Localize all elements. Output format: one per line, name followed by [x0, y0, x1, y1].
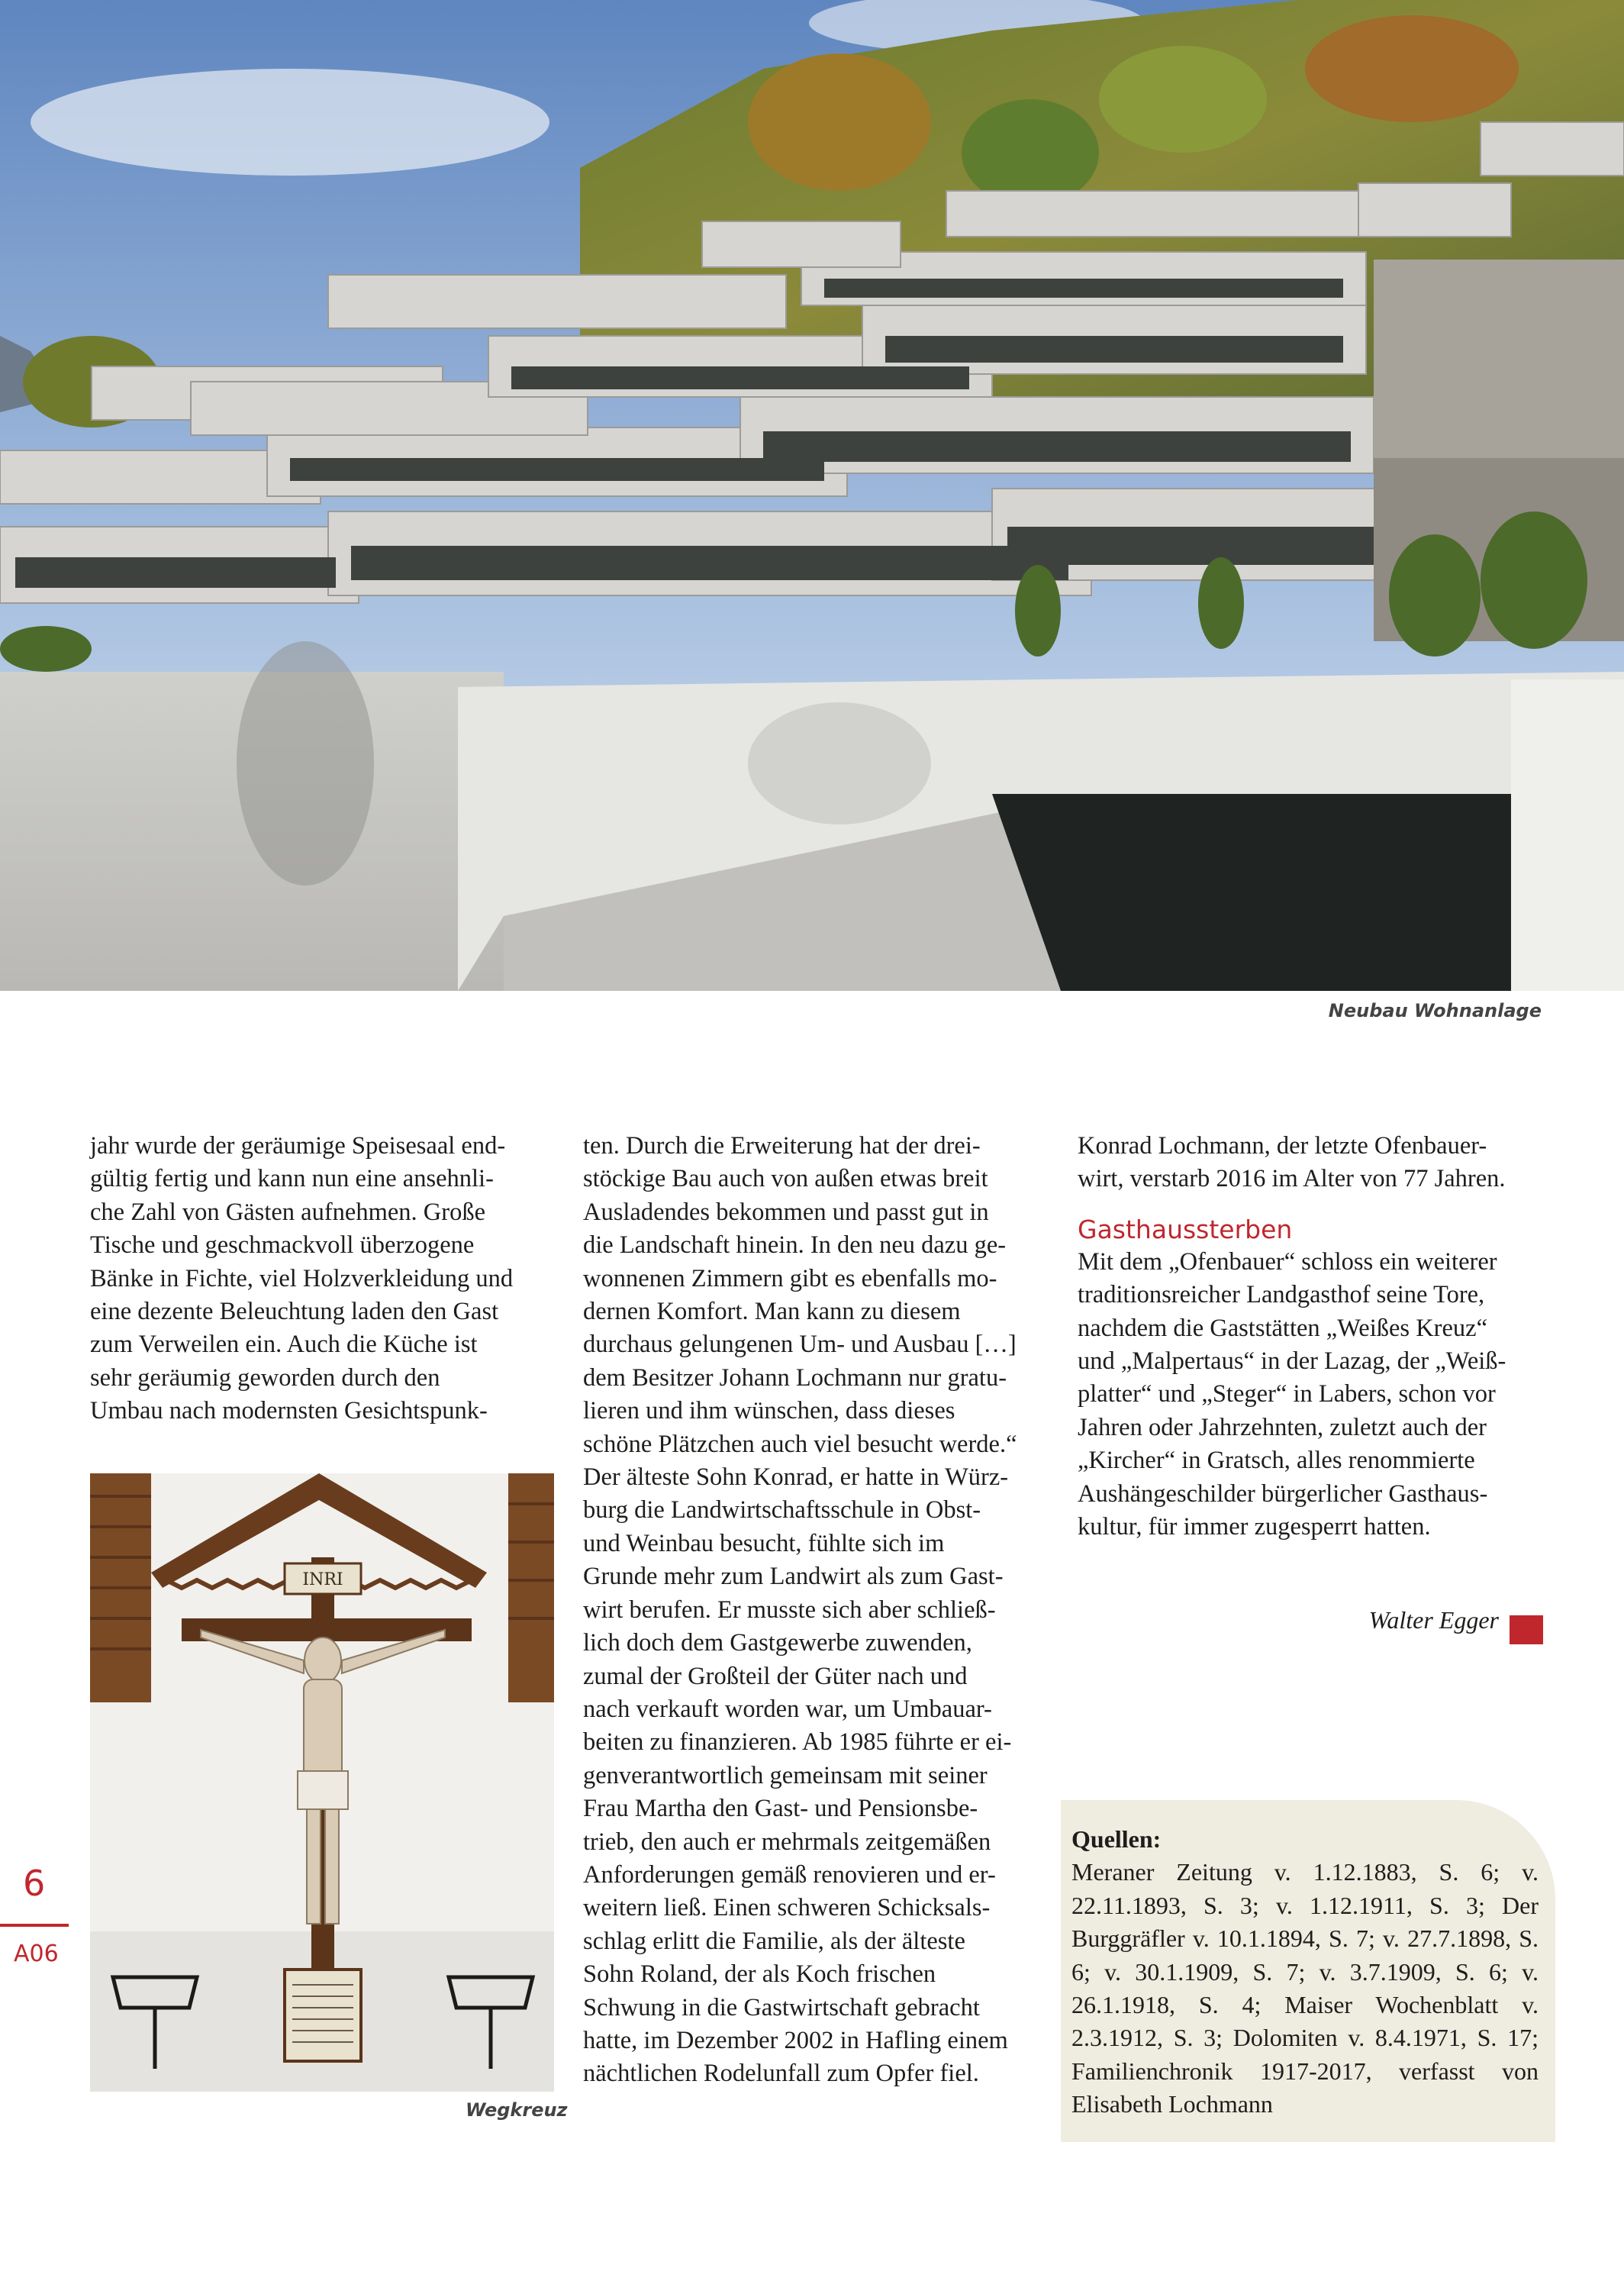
text-line: eine dezente Beleuchtung laden den Gast — [90, 1298, 499, 1326]
page-code: A06 — [14, 1941, 59, 1967]
crucifix-photo — [90, 1473, 554, 2092]
author-signature — [1078, 1606, 1543, 1640]
text-line: genverantwortlich gemeinsam mit seiner — [583, 1761, 988, 1789]
text-line: Tische und geschmackvoll überzogene — [90, 1231, 475, 1260]
inri-sign: INRI — [302, 1570, 343, 1589]
text-line: Der älteste Sohn Konrad, er hatte in Würz- — [583, 1463, 1009, 1492]
article-column-1 — [90, 1130, 554, 1428]
text-line: durchaus gelungenen Um- und Ausbau […] — [583, 1331, 1017, 1359]
text-line: nach verkauft worden war, um Umbauar- — [583, 1695, 992, 1723]
sources-box — [1061, 1800, 1555, 2142]
text-line: Grunde mehr zum Landwirt als zum Gast- — [583, 1563, 1004, 1591]
text-line: Ausladendes bekommen und passt gut in — [583, 1198, 989, 1226]
text-line: wirt berufen. Er musste sich aber schließ- — [583, 1595, 996, 1624]
text-line: Jahren oder Jahrzehnten, zuletzt auch der — [1078, 1413, 1487, 1441]
hero-photo — [0, 0, 1624, 991]
text-line: und Weinbau besucht, fühlte sich im — [583, 1529, 945, 1557]
text-line: ten. Durch die Erweiterung hat der drei- — [583, 1132, 981, 1160]
text-line: stöckige Bau auch von außen etwas breit — [583, 1165, 988, 1193]
text-line: Sohn Roland, der als Koch frischen — [583, 1960, 936, 1989]
crucifix-photo-caption: Wegkreuz — [466, 2099, 568, 2121]
text-line: hatte, im Dezember 2002 in Hafling einem — [583, 2026, 1008, 2054]
text-line: zum Verweilen ein. Auch die Küche ist — [90, 1331, 478, 1359]
text-line: Aushängeschilder bürgerlicher Gasthaus- — [1078, 1479, 1488, 1508]
author-name: Walter Egger — [1368, 1606, 1499, 1634]
text-line: Umbau nach modernsten Gesichtspunk- — [90, 1397, 488, 1425]
text-line: beiten zu finanzieren. Ab 1985 führte er ei- — [583, 1728, 1012, 1757]
text-line: lich doch dem Gastgewerbe zuwenden, — [583, 1629, 972, 1657]
text-line: nächtlichen Rodelunfall zum Opfer fiel. — [583, 2060, 979, 2088]
wayside-cross-image — [90, 1473, 554, 2092]
text-line: kultur, für immer zugesperrt hatten. — [1078, 1513, 1431, 1541]
text-line: Frau Martha den Gast- und Pensionsbe- — [583, 1795, 978, 1823]
terraced-building-image — [0, 0, 1624, 991]
text-line: wirt, verstarb 2016 im Alter von 77 Jahren. — [1078, 1165, 1506, 1193]
text-line: trieb, den auch er mehrmals zeitgemäßen — [583, 1828, 991, 1856]
text-line: gültig fertig und kann nun eine ansehnli- — [90, 1165, 494, 1193]
text-line: „Kircher“ in Gratsch, alles renommierte — [1078, 1447, 1475, 1475]
text-line: burg die Landwirtschaftsschule in Obst- — [583, 1496, 981, 1524]
text-line: nachdem die Gaststätten „Weißes Kreuz“ — [1078, 1314, 1488, 1342]
text-line: weitern ließ. Einen schweren Schicksals- — [583, 1894, 991, 1922]
article-column-2 — [583, 1130, 1045, 2091]
text-line: schöne Plätzchen auch viel besucht werde.“ — [583, 1430, 1017, 1458]
text-line: die Landschaft hinein. In den neu dazu ge- — [583, 1231, 1007, 1260]
text-line: platter“ und „Steger“ in Labers, schon vor — [1078, 1380, 1496, 1408]
page-number: 6 — [23, 1863, 46, 1904]
text-line: zumal der Großteil der Güter nach und — [583, 1662, 968, 1690]
text-line: schlag erlitt die Familie, als der älteste — [583, 1927, 965, 1955]
text-line: sehr geräumig geworden durch den — [90, 1363, 440, 1392]
text-line: dem Besitzer Johann Lochmann nur gratu- — [583, 1363, 1007, 1392]
text-line: lieren und ihm wünschen, dass dieses — [583, 1397, 955, 1425]
end-mark — [1510, 1615, 1543, 1644]
text-line: dernen Komfort. Man kann zu diesem — [583, 1298, 961, 1326]
text-line: traditionsreicher Landgasthof seine Tore, — [1078, 1281, 1485, 1309]
sources-body: Meraner Zeitung v. 1.12.1883, S. 6; v. 22.11.1893, S. 3; v. 1.12.1911, S. 3; Der Burggräfler v. 10.1.1894, S. 7; v. 27.7.1898, S. 6; v. 30.1.1909, S. 7; v. 3.7.1909, S. 6; v. 26.1.1918, S. 4; Maiser Wochenblatt v. 2.3.1912, S. 3; Dolomiten v. 8.4.1971, S. 17; Familienchronik 1917-2017, verfasst von Elisabeth Lochmann — [1071, 1858, 1539, 2118]
page-number-rule — [0, 1924, 69, 1927]
text-line: Mit dem „Ofenbauer“ schloss ein weiterer — [1078, 1247, 1497, 1276]
text-line: Bänke in Fichte, viel Holzverkleidung und — [90, 1264, 514, 1292]
section-heading: Gasthaussterben — [1078, 1214, 1293, 1244]
text-line: jahr wurde der geräumige Speisesaal end- — [90, 1132, 506, 1160]
sources-title: Quellen: — [1071, 1825, 1162, 1853]
text-line: Konrad Lochmann, der letzte Ofenbauer- — [1078, 1132, 1487, 1160]
text-line: und „Malpertaus“ in der Lazag, der „Weiß- — [1078, 1347, 1506, 1376]
text-line: Schwung in die Gastwirtschaft gebracht — [583, 1993, 980, 2021]
hero-photo-caption: Neubau Wohnanlage — [1328, 1000, 1542, 1021]
text-line: wonnenen Zimmern gibt es ebenfalls mo- — [583, 1264, 997, 1292]
text-line: che Zahl von Gästen aufnehmen. Große — [90, 1198, 486, 1226]
text-line: Anforderungen gemäß renovieren und er- — [583, 1860, 996, 1889]
article-column-3 — [1078, 1130, 1543, 1544]
